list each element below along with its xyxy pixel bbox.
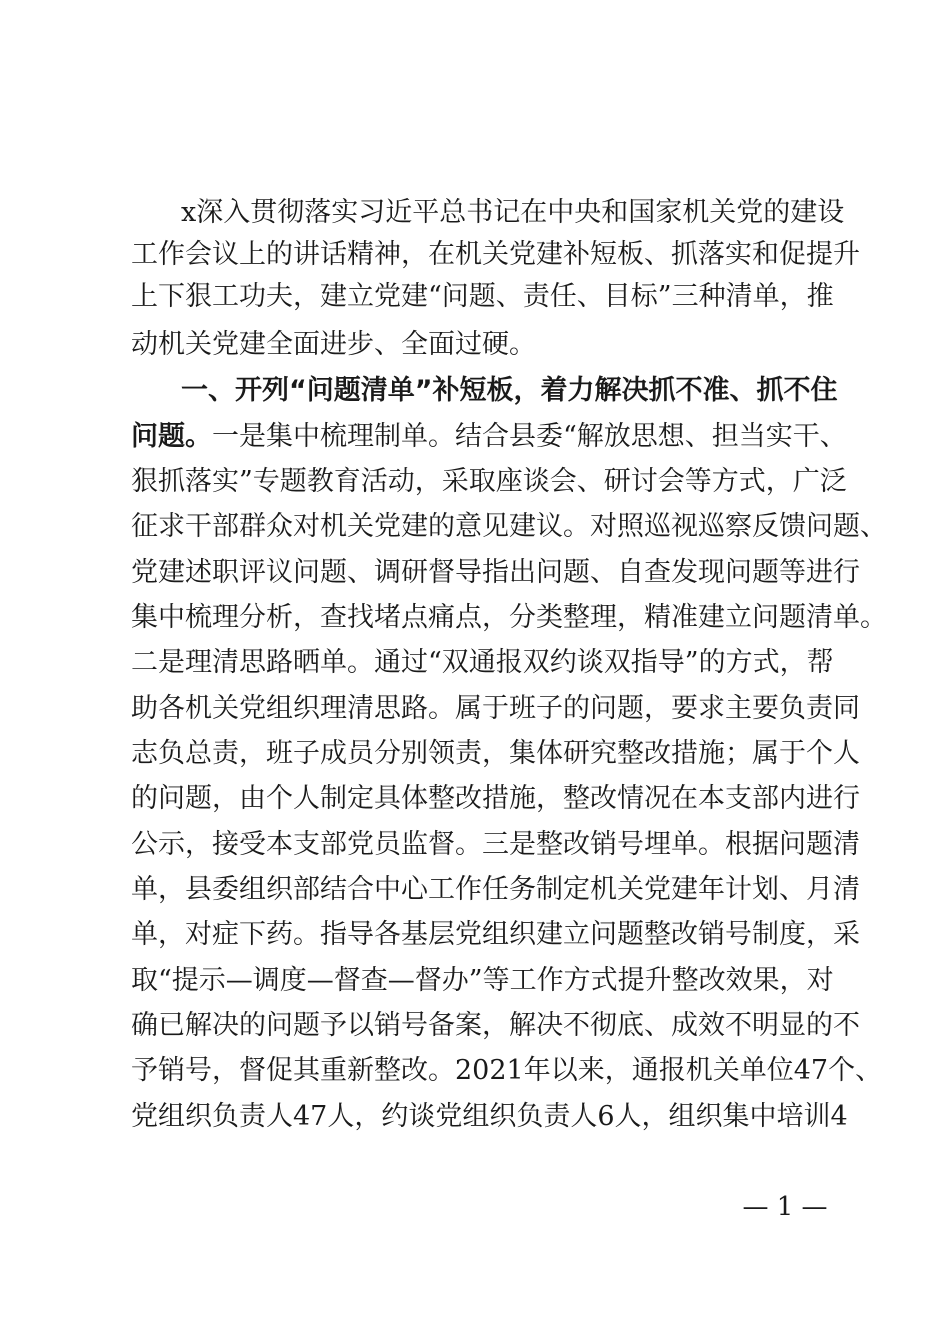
- paragraph-2-line-12: 单，县委组织部结合中心工作任务制定机关党建年计划、月清: [131, 874, 860, 905]
- paragraph-2-line-17: 党组织负责人47人，约谈党组织负责人6人，组织集中培训4: [131, 1101, 848, 1132]
- paragraph-2-line-7: 二是理清思路晒单。通过“双通报双约谈双指导”的方式，帮: [131, 647, 834, 678]
- paragraph-2-line-5: 党建述职评议问题、调研督导指出问题、自查发现问题等进行: [131, 557, 860, 588]
- paragraph-2-line-10: 的问题，由个人制定具体整改措施，整改情况在本支部内进行: [131, 783, 860, 814]
- paragraph-2-line-4: 征求干部群众对机关党建的意见建议。对照巡视巡察反馈问题、: [131, 511, 887, 542]
- paragraph-1-line-3: 上下狠工功夫，建立党建“问题、责任、目标”三种清单，推: [131, 281, 834, 312]
- paragraph-2-line-16: 予销号，督促其重新整改。2021年以来，通报机关单位47个、: [131, 1055, 883, 1086]
- paragraph-2-line-13: 单，对症下药。指导各基层党组织建立问题整改销号制度，采: [131, 919, 860, 950]
- paragraph-2-line-14: 取“提示—调度—督查—督办”等工作方式提升整改效果，对: [131, 965, 834, 996]
- paragraph-1-line-4: 动机关党建全面进步、全面过硬。: [131, 329, 536, 360]
- paragraph-2-line-9: 志负总责，班子成员分别领责，集体研究整改措施；属于个人: [131, 738, 860, 769]
- paragraph-2-line-11: 公示，接受本支部党员监督。三是整改销号埋单。根据问题清: [131, 829, 860, 860]
- paragraph-1-line-2: 工作会议上的讲话精神，在机关党建补短板、抓落实和促提升: [131, 239, 860, 270]
- paragraph-2-line-8: 助各机关党组织理清思路。属于班子的问题，要求主要负责同: [131, 693, 860, 724]
- paragraph-1-line-1: x深入贯彻落实习近平总书记在中央和国家机关党的建设: [181, 197, 845, 228]
- paragraph-2-line-6: 集中梳理分析，查找堵点痛点，分类整理，精准建立问题清单。: [131, 602, 887, 633]
- section-heading-tail: 问题。: [131, 421, 212, 452]
- paragraph-2-line-2: [131, 416, 847, 458]
- paragraph-2-line-15: 确已解决的问题予以销号备案，解决不彻底、成效不明显的不: [131, 1010, 860, 1041]
- paragraph-2-line-2-text: 一是集中梳理制单。结合县委“解放思想、担当实干、: [212, 421, 847, 452]
- paragraph-2-line-3: 狠抓落实”专题教育活动，采取座谈会、研讨会等方式，广泛: [131, 466, 847, 497]
- section-heading-line-1: 一、开列“问题清单”补短板，着力解决抓不准、抓不住: [181, 375, 838, 406]
- page-number: — 1 —: [742, 1192, 828, 1222]
